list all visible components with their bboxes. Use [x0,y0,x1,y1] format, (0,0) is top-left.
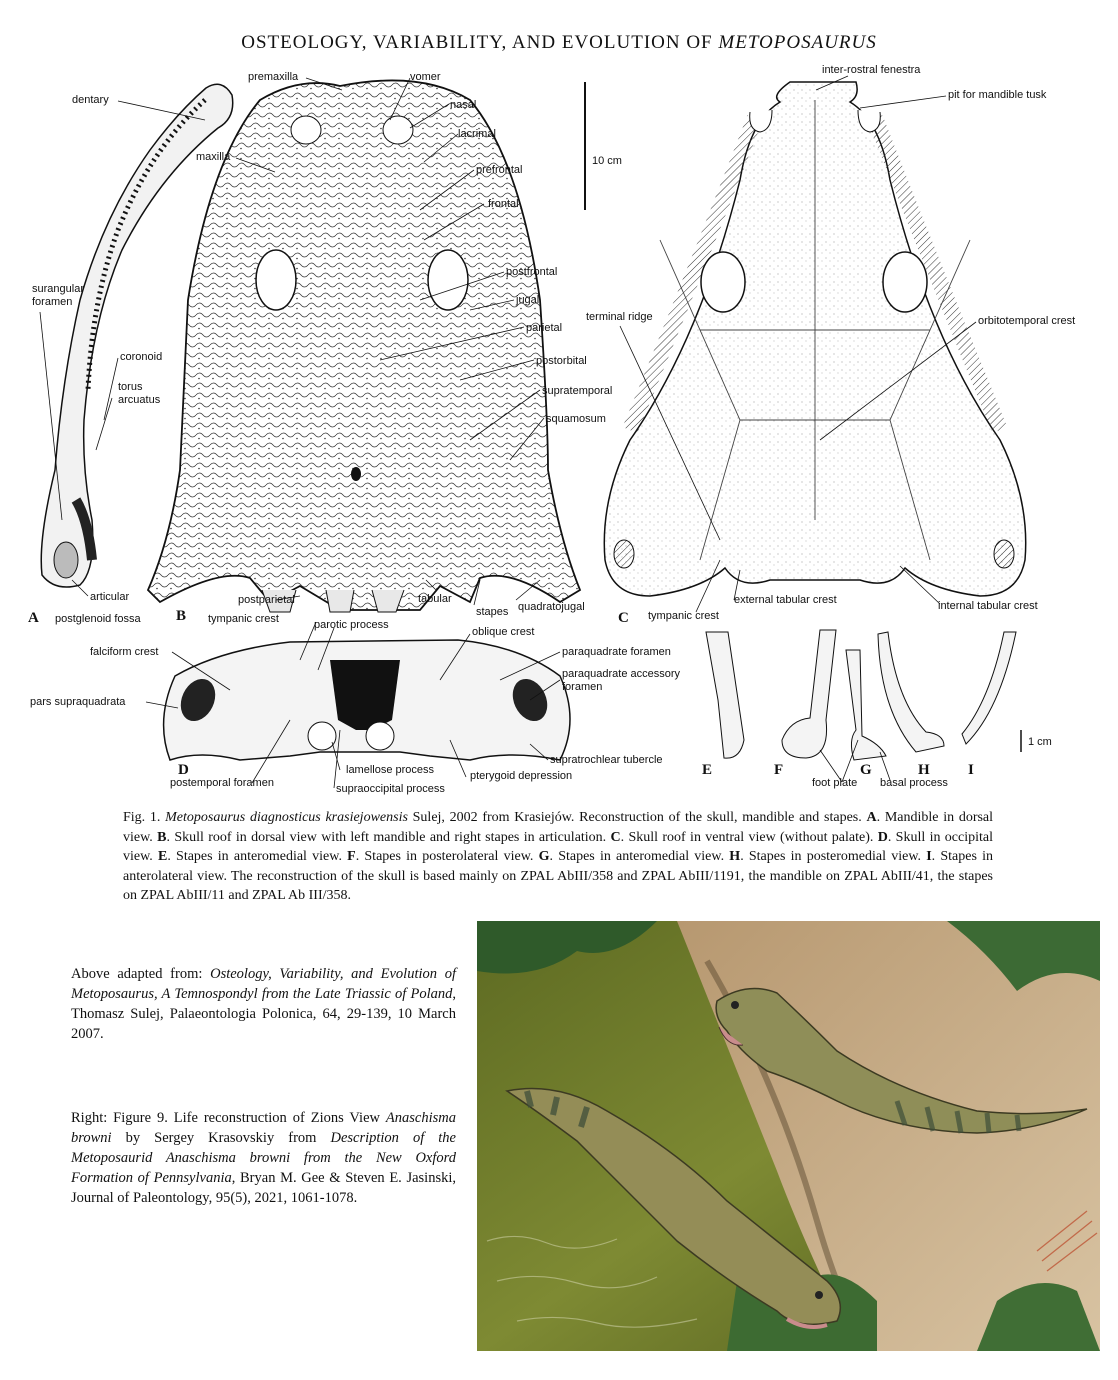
label-supratemporal: supratemporal [542,385,613,397]
label-coronoid: coronoid [120,351,163,363]
label-premaxilla: premaxilla [248,71,299,83]
label-falciform-crest: falciform crest [90,646,159,658]
panel-letter-i: I [968,762,974,778]
label-maxilla: maxilla [196,151,231,163]
label-tympanic-crest-c: tympanic crest [648,610,719,622]
scale-small-label: 1 cm [1028,736,1052,748]
label-internal-tabular-crest: internal tabular crest [938,600,1038,612]
label-pit-for-mandible-tusk: pit for mandible tusk [948,89,1047,101]
label-torus: torus [118,381,143,393]
label-postglenoid-fossa: postglenoid fossa [55,613,141,625]
label-vomer: vomer [410,71,441,83]
label-parietal: parietal [526,322,563,334]
label-basal-process: basal process [880,777,948,789]
panel-letter-b: B [176,608,187,624]
label-lacrimal: lacrimal [458,128,496,140]
label-tabular: tabular [418,593,452,605]
panel-letter-h: H [918,762,930,778]
label-frontal: frontal [488,198,519,210]
label-tympanic-crest-d: tympanic crest [208,613,279,625]
label-articular: articular [90,591,130,603]
panel-letter-f: F [774,762,784,778]
label-parotic-process: parotic process [314,619,389,631]
panel-letter-d: D [178,762,189,778]
figure-caption: Fig. 1. Metoposaurus diagnosticus krasiejowensis Sulej, 2002 from Krasiejów. Reconstruction of the skull, mandible and stapes. A. Mandible in dorsal view. B. Skull roof in dorsal view with left mandible and right stapes in articulation. C. Skull roof in ventral view (without palate). D. Skull in occipital view. E. Stapes in anteromedial view. F. Stapes in posterolateral view. G. Stapes in anteromedial view. H. Stapes in posteromedial view. I. Stapes in anterolateral view. The reconstruction of the skull is based mainly on ZPAL AbIII/358 and ZPAL AbIII/1191, the mandible on ZPAL AbIII/41, the stapes on ZPAL AbIII/11 and ZPAL Ab III/358. [123,810,994,903]
label-squamosum: squamosum [546,413,606,425]
label-surangular-foramen-2: foramen [32,296,73,308]
label-inter-rostral-fenestra: inter-rostral fenestra [822,64,921,76]
label-arcuatus: arcuatus [118,394,161,406]
label-jugal: jugal [516,294,540,306]
label-postparietal: postparietal [238,594,295,606]
panel-letter-c: C [618,610,629,626]
source-note: Above adapted from: Osteology, Variability, and Evolution of Metoposaurus, A Temnospondyl from the Late Triassic of Poland, Thomasz Sulej, Palaeontologia Polonica, 64, 29-139, 10 March 2007. [71,966,456,1042]
label-lamellose-process: lamellose process [346,764,435,776]
label-paraquadrate-foramen: paraquadrate foramen [562,646,671,658]
label-surangular-foramen: surangular [32,283,84,295]
label-paraquadrate-accessory: paraquadrate accessory [562,668,681,680]
label-oblique-crest: oblique crest [472,626,535,638]
label-postorbital: postorbital [536,355,587,367]
label-postemporal-foramen: postemporal foramen [170,777,274,789]
label-supratrochlear-tubercle: supratrochlear tubercle [550,754,663,766]
panel-letter-g: G [860,762,872,778]
label-orbitotemporal-crest: orbitotemporal crest [978,315,1076,327]
label-foot-plate: foot plate [812,777,858,789]
panel-letter-e: E [702,762,713,778]
label-paraquadrate-accessory-2: foramen [562,681,603,693]
label-quadratojugal: quadratojugal [518,601,585,613]
skull-occipital-drawing [164,640,570,760]
painting-illustration [477,921,1100,1351]
label-prefrontal: prefrontal [476,164,523,176]
life-reconstruction-painting [477,921,1100,1351]
label-external-tabular-crest: external tabular crest [734,594,837,606]
scale-large-label: 10 cm [592,155,622,167]
label-postfrontal: postfrontal [506,266,558,278]
skull-ventral-drawing [604,82,1025,596]
label-pterygoid-depression: pterygoid depression [470,770,573,782]
stapes-drawings [706,630,1021,760]
label-dentary: dentary [72,94,109,106]
label-supraoccipital-process: supraoccipital process [336,783,445,795]
panel-letter-a: A [28,610,39,626]
right-note: Right: Figure 9. Life reconstruction of Zions View Anaschisma browni by Sergey Krasovskiy from Description of the Metoposaurid Anaschisma browni from the New Oxford Formation of Pennsylvania, Bryan M. Gee & Steven E. Jasinski, Journal of Paleontology, 95(5), 2021, 1061-1078. [71,1110,456,1206]
label-pars-supraquadrata: pars supraquadrata [30,696,126,708]
header-title: OSTEOLOGY, VARIABILITY, AND EVOLUTION OF [241,32,719,53]
label-terminal-ridge: terminal ridge [586,311,653,323]
header-title-italic: METOPOSAURUS [718,32,877,53]
label-stapes: stapes [476,606,509,618]
label-nasal: nasal [450,99,477,111]
